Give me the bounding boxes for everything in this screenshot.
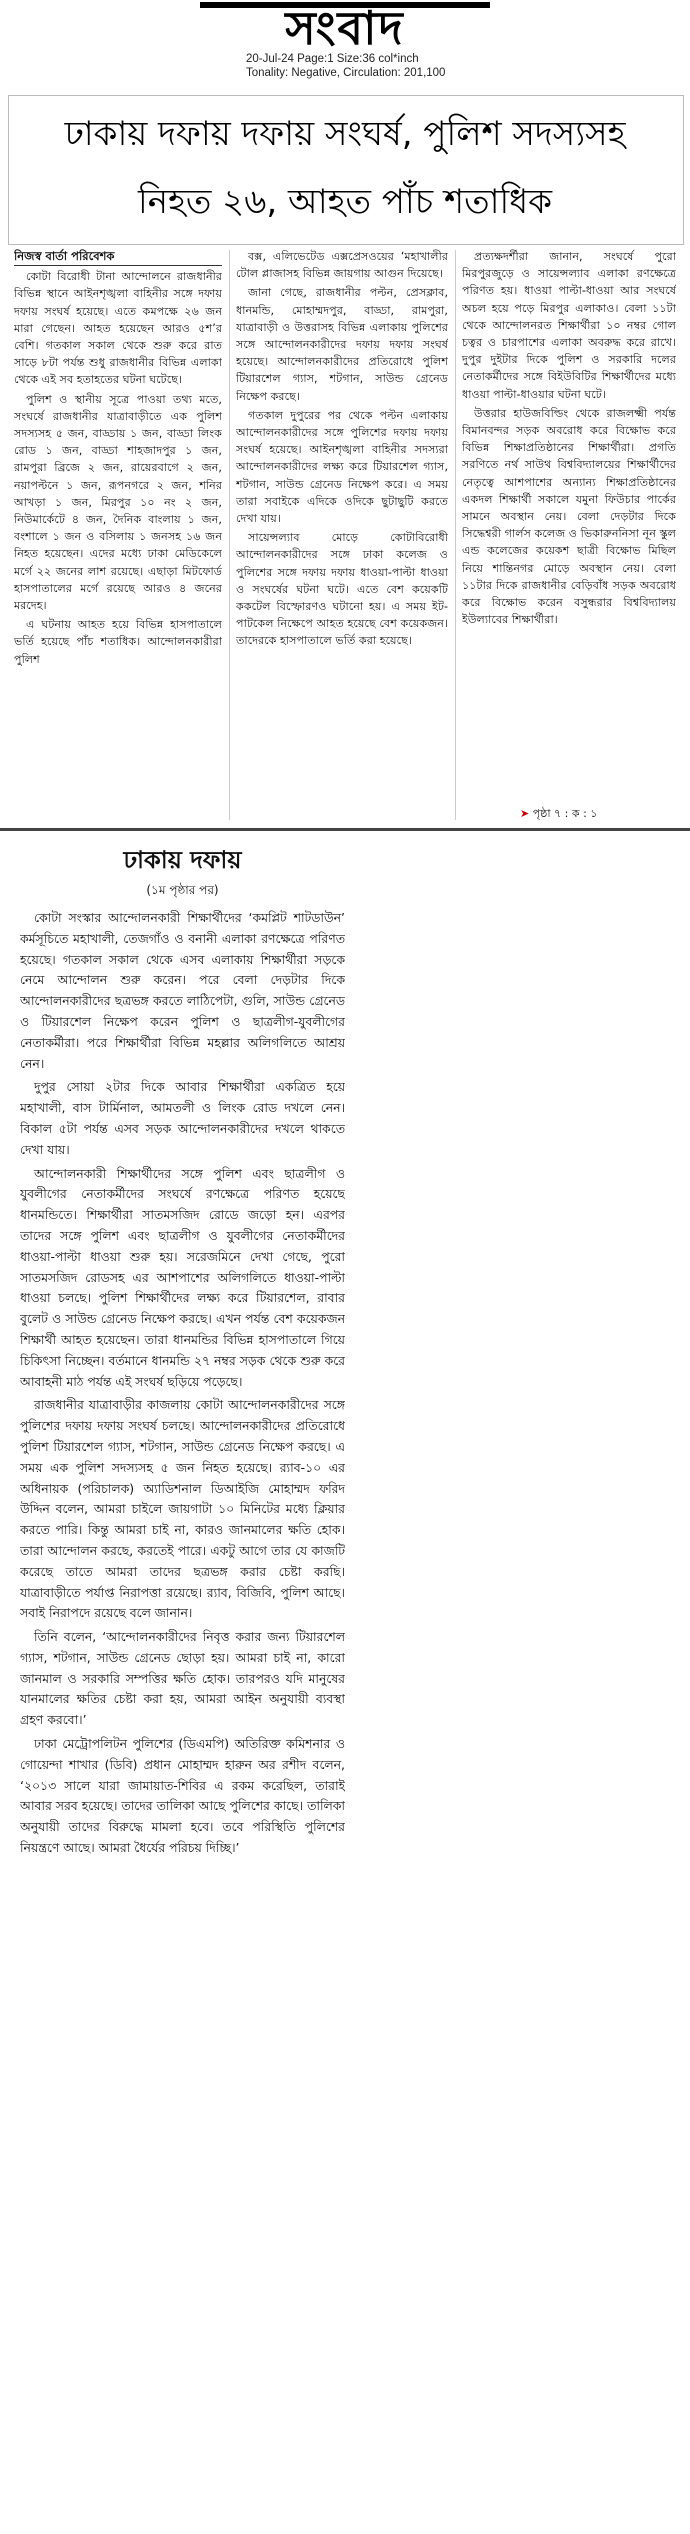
continuation-arrow-icon: ➤ [520, 807, 530, 820]
newspaper-logo: সংবাদ [285, 1, 405, 55]
paragraph: তিনি বলেন, ‘আন্দোলনকারীদের নিবৃত্ত করার জন্য টিয়ারশেল গ্যাস, শটগান, সাউন্ড গ্রেনেড ছোড়া হয়। আমরা চাই না, কারো জানমাল ও সরকারি সম্পত্তির ক্ষতি হোক। তারপরও যদি মানুষের যানমালের ক্ষতির চেষ্টা করা হয়, আমরা আইন অনুযায়ী ব্যবস্থা গ্রহণ করবো।’ [20, 1629, 345, 1728]
paragraph: বক্স, এলিভেটেড এক্সপ্রেসওয়ের ‘মহাখালীর টোল প্লাজাসহ বিভিন্ন জায়গায় আগুন দিয়েছে। [236, 250, 448, 281]
column-divider [455, 250, 456, 820]
byline: নিজস্ব বার্তা পরিবেশক [14, 248, 222, 266]
paragraph: উত্তরার হাউজবিল্ডিং থেকে রাজলক্ষ্মী পর্যন্ত বিমানবন্দর সড়ক অবরোধ করে বিক্ষোভ করে বিভিন্ন শিক্ষাপ্রতিষ্ঠানের শিক্ষার্থীরা। প্রগতি সরণিতে নর্থ সাউথ বিশ্ববিদ্যালয়ের শিক্ষার্থীদের নেতৃত্বে আশপাশের অন্যান্য শিক্ষাপ্রতিষ্ঠানের একদল শিক্ষার্থী সকালে যমুনা ফিউচার পার্কের সামনে অবস্থান নেয়। বেলা দেড়টার দিকে সিদ্ধেশ্বরী গার্লস কলেজ ও ভিকারুননিসা নূন স্কুল এন্ড কলেজের কয়েকশ ছাত্রী বিক্ষোভ মিছিল নিয়ে শান্তিনগর মোড়ে অবস্থান নেয়। বেলা ১১টার দিকে রাজধানীর বেড়িবাঁধ সড়ক অবরোধ করে বিক্ষোভ করেন বসুন্ধরার বিশ্ববিদ্যালয় ইউল্যাবের শিক্ষার্থীরা। [462, 406, 676, 627]
paragraph: রাজধানীর যাত্রাবাড়ীর কাজলায় কোটা আন্দোলনকারীদের সঙ্গে পুলিশের দফায় দফায় সংঘর্ষ চলছে। আন্দোলনকারীদের প্রতিরোধে পুলিশ টিয়ারশেল গ্যাস, শটগান, সাউন্ড গ্রেনেড নিক্ষেপ করছে। এ সময় এক পুলিশ সদস্যসহ ৫ জন নিহত হয়েছে। র‍্যাব-১০ এর অধিনায়ক (পরিচালক) অ্যাডিশনাল ডিআইজি মোহাম্মদ ফরিদ উদ্দিন বলেন, আমরা চাইলে জায়গাটা ১০ মিনিটের মধ্যে ক্লিয়ার করতে পারি। কিন্তু আমরা চাই না, কারও জানমালের ক্ষতি হোক। তারা আন্দোলন করছে, করতেই পারে। একটু আগে তার যে কাজটি করেছে তাতে আমরা তাদের ছত্রভঙ্গ করার চেষ্টা করছি। যাত্রাবাড়ীতে পর্যাপ্ত নিরাপত্তা রয়েছে। র‍্যাব, বিজিবি, পুলিশ আছে। সবাই নিরাপদে রয়েছে বলে জানান। [20, 1397, 345, 1621]
paragraph: গতকাল দুপুরের পর থেকে পল্টন এলাকায় আন্দোলনকারীদের সঙ্গে পুলিশের দফায় দফায় সংঘর্ষ হয়েছে। আইনশৃঙ্খলা বাহিনীর সদস্যরা আন্দোলনকারীদের লক্ষ্য করে টিয়ারশেল গ্যাস, শটগান, সাউন্ড গ্রেনেড নিক্ষেপ করে। এ সময় তারা সবাইকে এদিকে ওদিকে ছুটাছুটি করতে দেখা যায়। [236, 408, 448, 526]
masthead [0, 0, 690, 90]
paragraph: কোটা সংস্কার আন্দোলনকারী শিক্ষার্থীদের ‘কমপ্লিট শাটডাউন’ কর্মসূচিতে মহাখালী, তেজগাঁও ও বনানী এলাকা রণক্ষেত্রে পরিণত হয়েছে। গতকাল সকাল থেকে এসব এলাকায় শিক্ষার্থীরা সড়কে নেমে আন্দোলন শুরু করেন। পরে বেলা দেড়টার দিকে আন্দোলনকারীদের ছত্রভঙ্গ করতে লাঠিপেটা, গুলি, সাউন্ড গ্রেনেড ও টিয়ারশেল নিক্ষেপ করেন পুলিশ ও ছাত্রলীগ-যুবলীগের নেতাকর্মীরা। পরে শিক্ষার্থীরা বিভিন্ন মহল্লার অলিগলিতে আশ্রয় নেন। [20, 910, 345, 1071]
paragraph: আন্দোলনকারী শিক্ষার্থীদের সঙ্গে পুলিশ এবং ছাত্রলীগ ও যুবলীগের নেতাকর্মীদের সংঘর্ষে রণক্ষেত্রে পরিণত হয়েছে ধানমন্ডিতে। শিক্ষার্থীরা সাতমসজিদ রোডে জড়ো হন। এরপর তাদের সঙ্গে পুলিশ এবং ছাত্রলীগ ও যুবলীগের নেতাকর্মীদের ধাওয়া-পাল্টা ধাওয়া শুরু হয়। সরেজমিনে দেখা গেছে, পুরো সাতমসজিদ রোডসহ এর আশপাশের অলিগলিতে ধাওয়া-পাল্টা ধাওয়া চলছে। পুলিশ শিক্ষার্থীদের লক্ষ্য করে টিয়ারশেল, রাবার বুলেট ও সাউন্ড গ্রেনেড নিক্ষেপ করছে। এখন পর্যন্ত বেশ কয়েকজন শিক্ষার্থী আহত হয়েছেন। তারা ধানমন্ডির বিভিন্ন হাসপাতালে গিয়ে চিকিৎসা নিচ্ছেন। বর্তমানে ধানমন্ডি ২৭ নম্বর সড়ক থেকে শুরু করে আবাহনী মাঠ পর্যন্ত এই সংঘর্ষ ছড়িয়ে পড়েছে। [20, 1165, 345, 1389]
column-divider [229, 250, 230, 820]
continuation-label: পৃষ্ঠা ৭ : ক : ১ [532, 807, 598, 820]
continuation-body [20, 908, 345, 1859]
tonality-line: Tonality: Negative, Circulation: 201,100 [246, 67, 446, 79]
headline [10, 100, 680, 236]
paragraph: পুলিশ ও স্থানীয় সূত্রে পাওয়া তথ্য মতে, সংঘর্ষে রাজধানীর যাত্রাবাড়ীতে এক পুলিশ সদস্যসহ ৫ জন, বাড্ডায় ১ জন, বাড্ডা লিংক রোড ১ জন, বাড্ডা শাহজাদপুর ১ জন, রামপুরা ব্রিজে ২ জন, রায়েরবাগে ২ জন, নয়াপল্টনে ১ জন, রূপনগরে ২ জন, শনির আখড়া ১ জন, মিরপুর ১০ নং ২ জন, নিউমার্কেটে ৪ জন, দৈনিক বাংলায় ১ জন, বংশালে ১ জন ও বসিলায় ১ জনসহ ১৬ জন নিহত হয়েছেন। এদের মধ্যে ঢাকা মেডিকেলে মর্গে ২২ জনের লাশ রয়েছে। এছাড়া মিটফোর্ড হাসপাতালের মর্গে রয়েছে আরও ৪ জনের মরদেহ। [14, 392, 222, 613]
paragraph: জানা গেছে, রাজধানীর পল্টন, প্রেসক্লাব, ধানমন্ডি, মোহাম্মদপুর, বাড্ডা, রামপুরা, যাত্রাবাড়ী ও উত্তরাসহ বিভিন্ন এলাকায় পুলিশের সঙ্গে আন্দোলনকারীদের দফায় দফায় সংঘর্ষ হয়েছে। আন্দোলনকারীদের প্রতিরোধে পুলিশ টিয়ারশেল গ্যাস, শটগান, সাউন্ড গ্রেনেড নিক্ষেপ করছে। [236, 286, 448, 403]
continuation-title: ঢাকায় দফায় [123, 846, 242, 874]
paragraph: সায়েন্সল্যাব মোড়ে কোটাবিরোধী আন্দোলনকারীদের সঙ্গে ঢাকা কলেজ ও পুলিশের সঙ্গে দফায় দফায় ধাওয়া-পাল্টা ধাওয়া ও সংঘর্ষের ঘটনা ঘটে। এতে বেশ কয়েকটি ককটেল বিস্ফোরণও ঘটানো হয়। এ সময় ইট-পাটকেল নিক্ষেপে আহত হয়েছে বেশ কয়েকজন। তাদেরকে হাসপাতালে ভর্তি করা হয়েছে। [236, 531, 448, 648]
paragraph: এ ঘটনায় আহত হয়ে বিভিন্ন হাসপাতালে ভর্তি হয়েছে পাঁচ শতাধিক। আন্দোলনকারীরা পুলিশ [14, 618, 222, 666]
clipping-meta [246, 52, 445, 80]
headline-line-2: নিহত ২৬, আহত পাঁচ শতাধিক [137, 182, 553, 222]
section-separator [0, 828, 690, 831]
continuation-note [520, 805, 597, 824]
headline-line-1: ঢাকায় দফায় দফায় সংঘর্ষ, পুলিশ সদস্যসহ [64, 114, 626, 154]
continuation-article [20, 838, 345, 2528]
paragraph: দুপুর সোয়া ২টার দিকে আবার শিক্ষার্থীরা একত্রিত হয়ে মহাখালী, বাস টার্মিনাল, আমতলী ও লিংক রোড দখলে নেন। বিকাল ৫টা পর্যন্ত এসব সড়ক আন্দোলনকারীদের দখলে থাকতে দেখা যায়। [20, 1079, 345, 1157]
paragraph: ঢাকা মেট্রোপলিটন পুলিশের (ডিএমপি) অতিরিক্ত কমিশনার ও গোয়েন্দা শাখার (ডিবি) প্রধান মোহাম্মদ হারুন অর রশীদ বলেন, ‘২০১৩ সালে যারা জামায়াত-শিবির এ রকম করেছিল, তারাই আবার সরব হয়েছে। তাদের তালিকা আছে পুলিশের কাছে। তালিকা অনুযায়ী তাদের বিরুদ্ধে মামলা হবে। তবে পরিস্থিতি পুলিশের নিয়ন্ত্রণে আছে। আমরা ধৈর্যের পরিচয় দিচ্ছি।’ [20, 1736, 345, 1856]
paragraph: কোটা বিরোধী টানা আন্দোলনে রাজধানীর বিভিন্ন স্থানে আইনশৃঙ্খলা বাহিনীর সঙ্গে দফায় দফায় সংঘর্ষ হয়েছে। এতে কমপক্ষে ২৬ জন মারা গেছেন। আহত হয়েছেন আরও ৫শ’র বেশি। গতকাল সকাল থেকে শুরু করে রাত সাড়ে ৮টা পর্যন্ত শুধু রাজধানীর বিভিন্ন এলাকা থেকে এই সব হতাহতের ঘটনা ঘটেছে। [14, 270, 222, 387]
date-line: 20-Jul-24 Page:1 Size:36 col*inch [246, 53, 419, 65]
article-column-2 [236, 248, 448, 822]
continuation-subtitle: (১ম পৃষ্ঠার পর) [146, 883, 219, 897]
paragraph: প্রত্যক্ষদর্শীরা জানান, সংঘর্ষে পুরো মিরপুরজুড়ে ও সায়েন্সল্যাব এলাকা রণক্ষেত্রে পরিণত হয়। ধাওয়া পাল্টা-ধাওয়া আর সংঘর্ষে অচল হয়ে পড়ে মিরপুর এলাকাও। বেলা ১১টা থেকে আন্দোলনরত শিক্ষার্থীরা ১০ নম্বর গোল চত্বর ও চারপাশের এলাকা অবরুদ্ধ করে রাখে। দুপুর দুইটার দিকে পুলিশ ও সরকারি দলের নেতাকর্মীদের সঙ্গে বিইউবিটির শিক্ষার্থীদের মধ্যে ধাওয়া পাল্টা-ধাওয়ার ঘটনা ঘটে। [462, 250, 676, 401]
article-column-3 [462, 248, 676, 822]
article-column-1 [14, 248, 222, 822]
